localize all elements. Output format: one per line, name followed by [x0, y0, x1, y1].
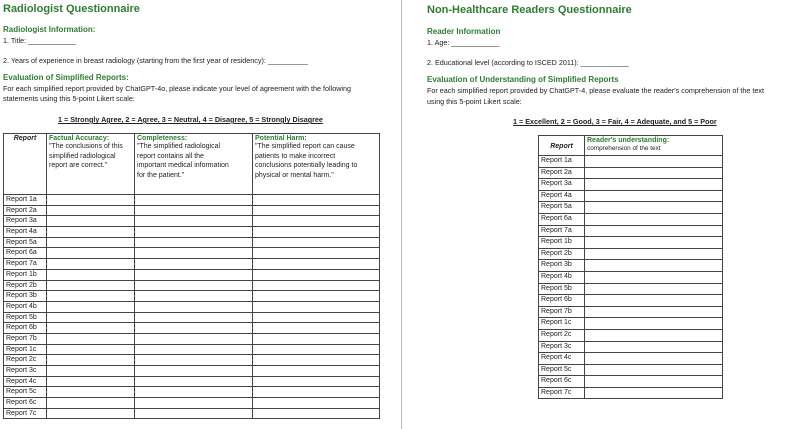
report-label: Report 4a [4, 227, 47, 238]
report-label: Report 5a [539, 202, 585, 214]
report-label: Report 7c [4, 408, 47, 419]
report-label: Report 6b [539, 295, 585, 307]
rating-cell[interactable] [585, 213, 723, 225]
reader-rating-table [538, 135, 723, 399]
table-row [4, 291, 380, 302]
rating-cell[interactable] [135, 205, 253, 216]
rating-cell[interactable] [47, 216, 135, 227]
table-row [539, 376, 723, 388]
rating-cell[interactable] [585, 225, 723, 237]
table-row [539, 237, 723, 249]
rating-cell[interactable] [585, 376, 723, 388]
report-label: Report 5c [4, 387, 47, 398]
rating-cell[interactable] [47, 291, 135, 302]
rating-cell[interactable] [47, 355, 135, 366]
table-row [539, 260, 723, 272]
report-label: Report 4b [4, 301, 47, 312]
table-row [4, 333, 380, 344]
rating-cell[interactable] [47, 280, 135, 291]
report-label: Report 6a [539, 213, 585, 225]
completeness-statement-4: for the patient." [137, 171, 185, 179]
table-row [539, 318, 723, 330]
factual-accuracy-header [47, 134, 135, 195]
rating-cell[interactable] [585, 271, 723, 283]
table-row [4, 344, 380, 355]
rating-cell[interactable] [135, 333, 253, 344]
reader-questionnaire [405, 0, 790, 429]
rating-cell[interactable] [135, 312, 253, 323]
report-column-header: Report [4, 134, 47, 195]
rating-cell[interactable] [253, 333, 380, 344]
table-row [539, 190, 723, 202]
rating-cell[interactable] [585, 306, 723, 318]
table-header-row [539, 136, 723, 156]
table-row [539, 295, 723, 307]
rating-cell[interactable] [585, 353, 723, 365]
table-row [4, 398, 380, 409]
rating-cell[interactable] [585, 237, 723, 249]
rating-cell[interactable] [135, 237, 253, 248]
table-row [4, 227, 380, 238]
table-row [539, 306, 723, 318]
rating-cell[interactable] [135, 344, 253, 355]
rating-cell[interactable] [47, 301, 135, 312]
report-label: Report 3a [4, 216, 47, 227]
table-row [539, 248, 723, 260]
rating-cell[interactable] [47, 408, 135, 419]
table-row [539, 213, 723, 225]
table-row [4, 248, 380, 259]
report-label: Report 1c [539, 318, 585, 330]
report-label: Report 5a [4, 237, 47, 248]
table-row [539, 283, 723, 295]
report-label: Report 5c [539, 364, 585, 376]
radiologist-rating-table [3, 133, 380, 419]
rating-cell[interactable] [585, 283, 723, 295]
rating-cell[interactable] [253, 216, 380, 227]
rating-cell[interactable] [135, 387, 253, 398]
report-label: Report 4c [4, 376, 47, 387]
rating-cell[interactable] [47, 259, 135, 270]
table-row [4, 323, 380, 334]
report-label: Report 2a [4, 205, 47, 216]
table-row [4, 237, 380, 248]
report-label: Report 4b [539, 271, 585, 283]
rating-cell[interactable] [135, 248, 253, 259]
factual-accuracy-statement-3: report are correct." [49, 162, 108, 169]
report-label: Report 7b [539, 306, 585, 318]
table-row [539, 387, 723, 399]
radiologist-instructions-line2: statements using this 5-point Likert scale: [3, 94, 135, 103]
report-label: Report 1a [539, 156, 585, 168]
report-label: Report 5b [4, 312, 47, 323]
table-row [4, 366, 380, 377]
rating-cell[interactable] [135, 301, 253, 312]
rating-cell[interactable] [253, 248, 380, 259]
table-row [4, 355, 380, 366]
rating-cell[interactable] [135, 291, 253, 302]
report-label: Report 3a [539, 179, 585, 191]
potential-harm-statement-2: patients to make incorrect [255, 152, 336, 160]
table-row [539, 179, 723, 191]
reader-instructions-line2: using this 5-point Likert scale: [427, 97, 522, 106]
rating-cell[interactable] [253, 398, 380, 409]
table-row [4, 376, 380, 387]
reader-age-question: 1. Age: ____________ [427, 38, 500, 47]
completeness-title: Completeness: [137, 135, 188, 142]
rating-cell[interactable] [135, 398, 253, 409]
rating-cell[interactable] [585, 329, 723, 341]
report-label: Report 7c [539, 387, 585, 399]
rating-cell[interactable] [253, 376, 380, 387]
reader-education-question: 2. Educational level (according to ISCED 2011): ____________ [427, 58, 629, 67]
report-label: Report 2b [539, 248, 585, 260]
table-row [4, 259, 380, 270]
radiologist-likert-scale: 1 = Strongly Agree, 2 = Agree, 3 = Neutral, 4 = Disagree, 5 = Strongly Disagree [58, 115, 323, 124]
report-label: Report 6b [4, 323, 47, 334]
rating-cell[interactable] [253, 195, 380, 206]
rating-cell[interactable] [135, 216, 253, 227]
table-header-row [4, 134, 380, 195]
rating-cell[interactable] [47, 344, 135, 355]
rating-cell[interactable] [585, 248, 723, 260]
radiologist-info-heading: Radiologist Information: [3, 25, 96, 34]
factual-accuracy-title: Factual Accuracy: [49, 135, 110, 142]
rating-cell[interactable] [585, 202, 723, 214]
rating-cell[interactable] [135, 376, 253, 387]
rating-cell[interactable] [47, 366, 135, 377]
report-label: Report 1c [4, 344, 47, 355]
potential-harm-statement-4: physical or mental harm." [255, 171, 334, 179]
report-label: Report 5b [539, 283, 585, 295]
rating-cell[interactable] [135, 195, 253, 206]
rating-cell[interactable] [585, 341, 723, 353]
rating-cell[interactable] [253, 355, 380, 366]
rating-cell[interactable] [135, 323, 253, 334]
table-row [539, 329, 723, 341]
completeness-statement-2: report contains all the [137, 152, 204, 160]
report-label: Report 1b [4, 269, 47, 280]
panel-divider [401, 0, 402, 429]
table-row [4, 216, 380, 227]
rating-cell[interactable] [253, 269, 380, 280]
report-label: Report 7a [539, 225, 585, 237]
report-label: Report 7b [4, 333, 47, 344]
rating-cell[interactable] [585, 260, 723, 272]
table-row [539, 202, 723, 214]
rating-cell[interactable] [585, 387, 723, 399]
table-row [4, 195, 380, 206]
factual-accuracy-statement-2: simplified radiological [49, 152, 116, 160]
rating-cell[interactable] [135, 259, 253, 270]
potential-harm-header [253, 134, 380, 195]
potential-harm-title: Potential Harm: [255, 135, 307, 142]
report-label: Report 6c [4, 398, 47, 409]
rating-cell[interactable] [253, 237, 380, 248]
reader-understanding-subtitle: comprehension of the text [587, 145, 661, 152]
table-row [539, 167, 723, 179]
reader-likert-scale: 1 = Excellent, 2 = Good, 3 = Fair, 4 = Adequate, and 5 = Poor [513, 117, 717, 126]
rating-cell[interactable] [47, 269, 135, 280]
rating-cell[interactable] [47, 195, 135, 206]
table-row [539, 353, 723, 365]
reader-understanding-header [585, 136, 723, 156]
table-row [4, 301, 380, 312]
table-row [539, 364, 723, 376]
potential-harm-statement-3: conclusions potentially leading to [255, 162, 358, 169]
radiologist-instructions-line1: For each simplified report provided by ChatGPT-4o, please indicate your level of agreement with the following [3, 84, 351, 93]
table-row [4, 312, 380, 323]
table-row [4, 280, 380, 291]
table-row [4, 387, 380, 398]
rating-cell[interactable] [135, 408, 253, 419]
report-label: Report 2a [539, 167, 585, 179]
reader-eval-heading: Evaluation of Understanding of Simplified Reports [427, 75, 619, 84]
report-label: Report 4a [539, 190, 585, 202]
rating-cell[interactable] [253, 280, 380, 291]
rating-cell[interactable] [47, 248, 135, 259]
report-label: Report 3c [4, 366, 47, 377]
report-label: Report 3b [4, 291, 47, 302]
rating-cell[interactable] [135, 366, 253, 377]
rating-cell[interactable] [253, 387, 380, 398]
report-label: Report 1b [539, 237, 585, 249]
report-label: Report 4c [539, 353, 585, 365]
completeness-statement-1: "The simplified radiological [137, 143, 221, 150]
completeness-statement-3: important medical information [137, 162, 229, 169]
rating-cell[interactable] [253, 259, 380, 270]
table-row [4, 205, 380, 216]
report-column-header: Report [539, 136, 585, 156]
table-row [539, 341, 723, 353]
radiologist-experience-question: 2. Years of experience in breast radiology (starting from the first year of residency): __________ [3, 56, 308, 65]
report-label: Report 2c [539, 329, 585, 341]
report-label: Report 3b [539, 260, 585, 272]
rating-cell[interactable] [585, 167, 723, 179]
report-label: Report 3c [539, 341, 585, 353]
table-row [539, 225, 723, 237]
report-label: Report 2b [4, 280, 47, 291]
rating-cell[interactable] [585, 156, 723, 168]
rating-cell[interactable] [253, 366, 380, 377]
rating-cell[interactable] [135, 269, 253, 280]
reader-title: Non-Healthcare Readers Questionnaire [427, 4, 632, 16]
rating-cell[interactable] [585, 318, 723, 330]
rating-cell[interactable] [253, 344, 380, 355]
rating-cell[interactable] [47, 205, 135, 216]
reader-info-heading: Reader Information [427, 27, 501, 36]
rating-cell[interactable] [253, 323, 380, 334]
reader-understanding-title: Reader's understanding: [587, 137, 670, 144]
rating-cell[interactable] [253, 291, 380, 302]
rating-cell[interactable] [47, 323, 135, 334]
radiologist-title: Radiologist Questionnaire [3, 3, 140, 15]
rating-cell[interactable] [47, 333, 135, 344]
rating-cell[interactable] [253, 301, 380, 312]
potential-harm-statement-1: "The simplified report can cause [255, 143, 355, 150]
table-row [4, 269, 380, 280]
radiologist-title-question: 1. Title: ____________ [3, 36, 77, 45]
report-label: Report 7a [4, 259, 47, 270]
table-row [539, 271, 723, 283]
rating-cell[interactable] [135, 280, 253, 291]
report-label: Report 6a [4, 248, 47, 259]
report-label: Report 1a [4, 195, 47, 206]
rating-cell[interactable] [47, 237, 135, 248]
completeness-header [135, 134, 253, 195]
rating-cell[interactable] [47, 227, 135, 238]
rating-cell[interactable] [47, 387, 135, 398]
report-label: Report 6c [539, 376, 585, 388]
radiologist-eval-heading: Evaluation of Simplified Reports: [3, 73, 129, 82]
rating-cell[interactable] [585, 364, 723, 376]
table-row [539, 156, 723, 168]
rating-cell[interactable] [47, 312, 135, 323]
rating-cell[interactable] [253, 408, 380, 419]
rating-cell[interactable] [585, 190, 723, 202]
rating-cell[interactable] [253, 205, 380, 216]
rating-cell[interactable] [253, 227, 380, 238]
rating-cell[interactable] [47, 376, 135, 387]
rating-cell[interactable] [47, 398, 135, 409]
rating-cell[interactable] [585, 179, 723, 191]
reader-instructions-line1: For each simplified report provided by ChatGPT-4, please evaluate the reader's comprehension of the text [427, 86, 764, 95]
rating-cell[interactable] [135, 227, 253, 238]
rating-cell[interactable] [585, 295, 723, 307]
report-label: Report 2c [4, 355, 47, 366]
factual-accuracy-statement-1: "The conclusions of this [49, 143, 123, 150]
table-row [4, 408, 380, 419]
rating-cell[interactable] [253, 312, 380, 323]
rating-cell[interactable] [135, 355, 253, 366]
